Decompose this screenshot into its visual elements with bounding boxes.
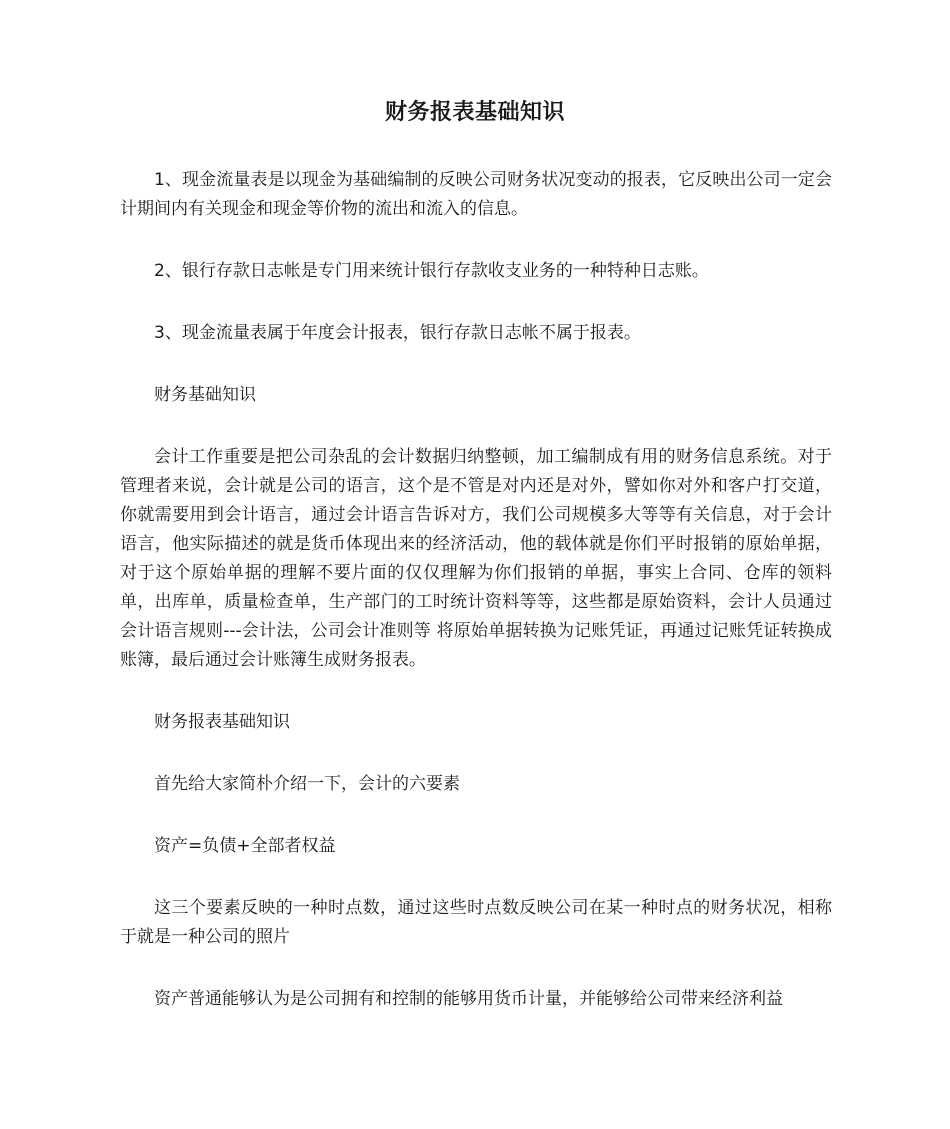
paragraph-six-elements-intro: 首先给大家简朴介绍一下，会计的六要素 <box>154 774 460 794</box>
paragraph-accounting-work: 会计工作重要是把公司杂乱的会计数据归纳整顿，加工编制成有用的财务信息系统。对于管理者来说，会计就是公司的语言，这个是不管是对内还是对外，譬如你对外和客户打交道，你就需要用到会计语言，通过会计语言告诉对方，我们公司规模多大等等有关信息，对于会计语言，他实际描述的就是货币体现出来的经济活动，他的载体就是你们平时报销的原始单据，对于这个原始单据的理解不要片面的仅仅理解为你们报销的单据，事实上合同、仓库的领料单，出库单，质量检查单，生产部门的工时统计资料等等，这些都是原始资料，会计人员通过会计语言规则---会计法，公司会计准则等 将原始单据转换为记账凭证，再通过记账凭证转换成账簿，最后通过会计账簿生成财务报表。 <box>120 447 832 670</box>
paragraph-report-classification: 3、现金流量表属于年度会计报表，银行存款日志帐不属于报表。 <box>154 323 641 343</box>
paragraph-accounting-equation: 资产=负债+全部者权益 <box>154 836 336 856</box>
section-heading-report-basics: 财务报表基础知识 <box>154 712 290 732</box>
paragraph-cash-flow-statement: 1、现金流量表是以现金为基础编制的反映公司财务状况变动的报表，它反映出公司一定会计期间内有关现金和现金等价物的流出和流入的信息。 <box>120 170 832 219</box>
paragraph-point-in-time: 这三个要素反映的一种时点数，通过这些时点数反映公司在某一种时点的财务状况，相称于就是一种公司的照片 <box>120 898 832 947</box>
document-body <box>120 166 832 1047</box>
document-title: 财务报表基础知识 <box>384 100 565 125</box>
paragraph-assets-definition: 资产普通能够认为是公司拥有和控制的能够用货币计量，并能够给公司带来经济利益 <box>154 989 783 1009</box>
paragraph-bank-deposit-journal: 2、银行存款日志帐是专门用来统计银行存款收支业务的一种特种日志账。 <box>154 261 709 281</box>
section-heading-finance-basics: 财务基础知识 <box>154 385 256 405</box>
